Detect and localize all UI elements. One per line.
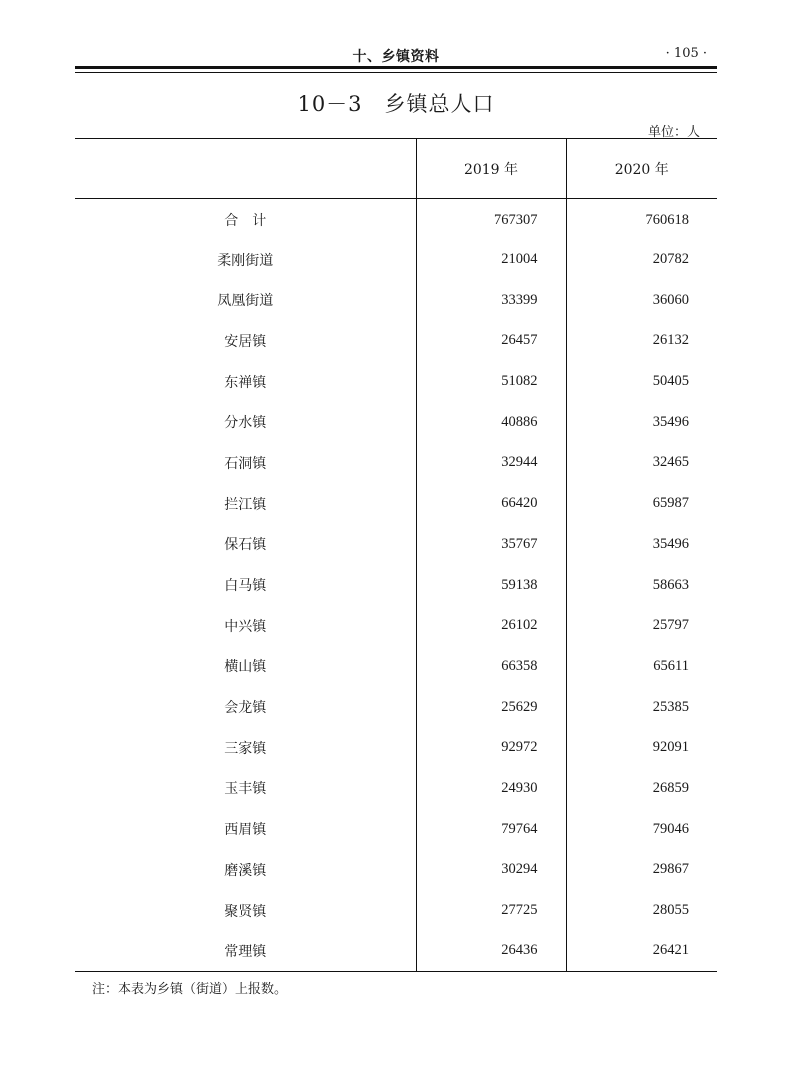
population-2019-cell: 24930 (416, 768, 566, 809)
township-name-cell: 安居镇 (224, 333, 267, 350)
township-name-cell: 磨溪镇 (224, 862, 267, 879)
township-name-cell: 西眉镇 (224, 822, 267, 839)
population-2019-cell: 21004 (416, 239, 566, 280)
table-row (75, 199, 717, 240)
population-2019-cell: 40886 (416, 402, 566, 443)
township-name-cell: 拦江镇 (224, 496, 267, 513)
population-2020-cell: 760618 (566, 199, 717, 240)
population-2019-cell: 33399 (416, 280, 566, 321)
township-name-cell: 石洞镇 (224, 455, 267, 472)
table-row (75, 402, 717, 443)
population-2019-cell: 59138 (416, 565, 566, 606)
population-2019-cell: 27725 (416, 890, 566, 931)
township-name-cell: 凤凰街道 (217, 293, 274, 310)
population-2019-cell: 32944 (416, 443, 566, 484)
population-2019-cell: 79764 (416, 809, 566, 850)
table-header-row (75, 139, 717, 199)
table-row (75, 890, 717, 931)
township-name-cell: 合 计 (224, 213, 267, 230)
population-2020-cell: 58663 (566, 565, 717, 606)
section-title: 十、乡镇资料 (352, 49, 440, 65)
table-title: 10－3 乡镇总人口 (297, 92, 495, 116)
column-header-name (75, 139, 416, 199)
table-row (75, 565, 717, 606)
population-2019-cell: 66420 (416, 483, 566, 524)
running-head (75, 40, 717, 66)
population-table (75, 138, 717, 972)
column-header-2020: 2020 年 (566, 139, 717, 199)
table-row (75, 524, 717, 565)
population-2019-cell: 92972 (416, 727, 566, 768)
population-2020-cell: 29867 (566, 850, 717, 891)
population-2020-cell: 26859 (566, 768, 717, 809)
population-2020-cell: 28055 (566, 890, 717, 931)
township-name-cell: 中兴镇 (224, 618, 267, 635)
township-name-cell: 常理镇 (75, 931, 416, 972)
population-2019-cell: 25629 (416, 687, 566, 728)
header-rule-thin (75, 72, 717, 73)
population-2019-cell: 51082 (416, 361, 566, 402)
population-2019-cell: 26102 (416, 605, 566, 646)
population-2019-cell: 26436 (416, 931, 566, 972)
township-name-cell: 白马镇 (224, 578, 267, 595)
population-2020-cell: 26132 (566, 321, 717, 362)
table-row (75, 280, 717, 321)
population-2020-cell: 92091 (566, 727, 717, 768)
township-name-cell: 保石镇 (224, 537, 267, 554)
population-2019-cell: 35767 (416, 524, 566, 565)
population-2019-cell: 26457 (416, 321, 566, 362)
table-row (75, 483, 717, 524)
population-2020-cell: 50405 (566, 361, 717, 402)
population-2019-cell: 30294 (416, 850, 566, 891)
population-2019-cell: 66358 (416, 646, 566, 687)
population-2020-cell: 32465 (566, 443, 717, 484)
population-2020-cell: 36060 (566, 280, 717, 321)
table-row (75, 931, 717, 972)
header-rule-thick (75, 66, 717, 69)
table-row (75, 727, 717, 768)
table-row (75, 850, 717, 891)
table-row (75, 687, 717, 728)
population-2020-cell: 25797 (566, 605, 717, 646)
population-2020-cell: 65611 (566, 646, 717, 687)
population-2019-cell: 767307 (416, 199, 566, 240)
table-row (75, 321, 717, 362)
table-row (75, 646, 717, 687)
township-name-cell: 柔刚街道 (217, 252, 274, 269)
table-body (75, 199, 717, 972)
table-row (75, 768, 717, 809)
population-2020-cell: 26421 (566, 931, 717, 972)
population-2020-cell: 35496 (566, 402, 717, 443)
table-row (75, 605, 717, 646)
population-2020-cell: 25385 (566, 687, 717, 728)
population-2020-cell: 65987 (566, 483, 717, 524)
township-name-cell: 会龙镇 (224, 700, 267, 717)
township-name-cell: 分水镇 (224, 415, 267, 432)
table-row (75, 809, 717, 850)
table-row (75, 361, 717, 402)
township-name-cell: 横山镇 (224, 659, 267, 676)
population-2020-cell: 35496 (566, 524, 717, 565)
township-name-cell: 东禅镇 (224, 374, 267, 391)
unit-label: 单位：人 (647, 125, 700, 140)
table-note: 注：本表为乡镇（街道）上报数。 (92, 982, 288, 997)
column-header-2019: 2019 年 (416, 139, 566, 199)
table-row (75, 239, 717, 280)
township-name-cell: 三家镇 (224, 740, 267, 757)
table-row (75, 443, 717, 484)
population-2020-cell: 79046 (566, 809, 717, 850)
township-name-cell: 聚贤镇 (224, 903, 267, 920)
township-name-cell: 玉丰镇 (224, 781, 267, 798)
population-2020-cell: 20782 (566, 239, 717, 280)
page-number: · 105 · (665, 46, 707, 61)
